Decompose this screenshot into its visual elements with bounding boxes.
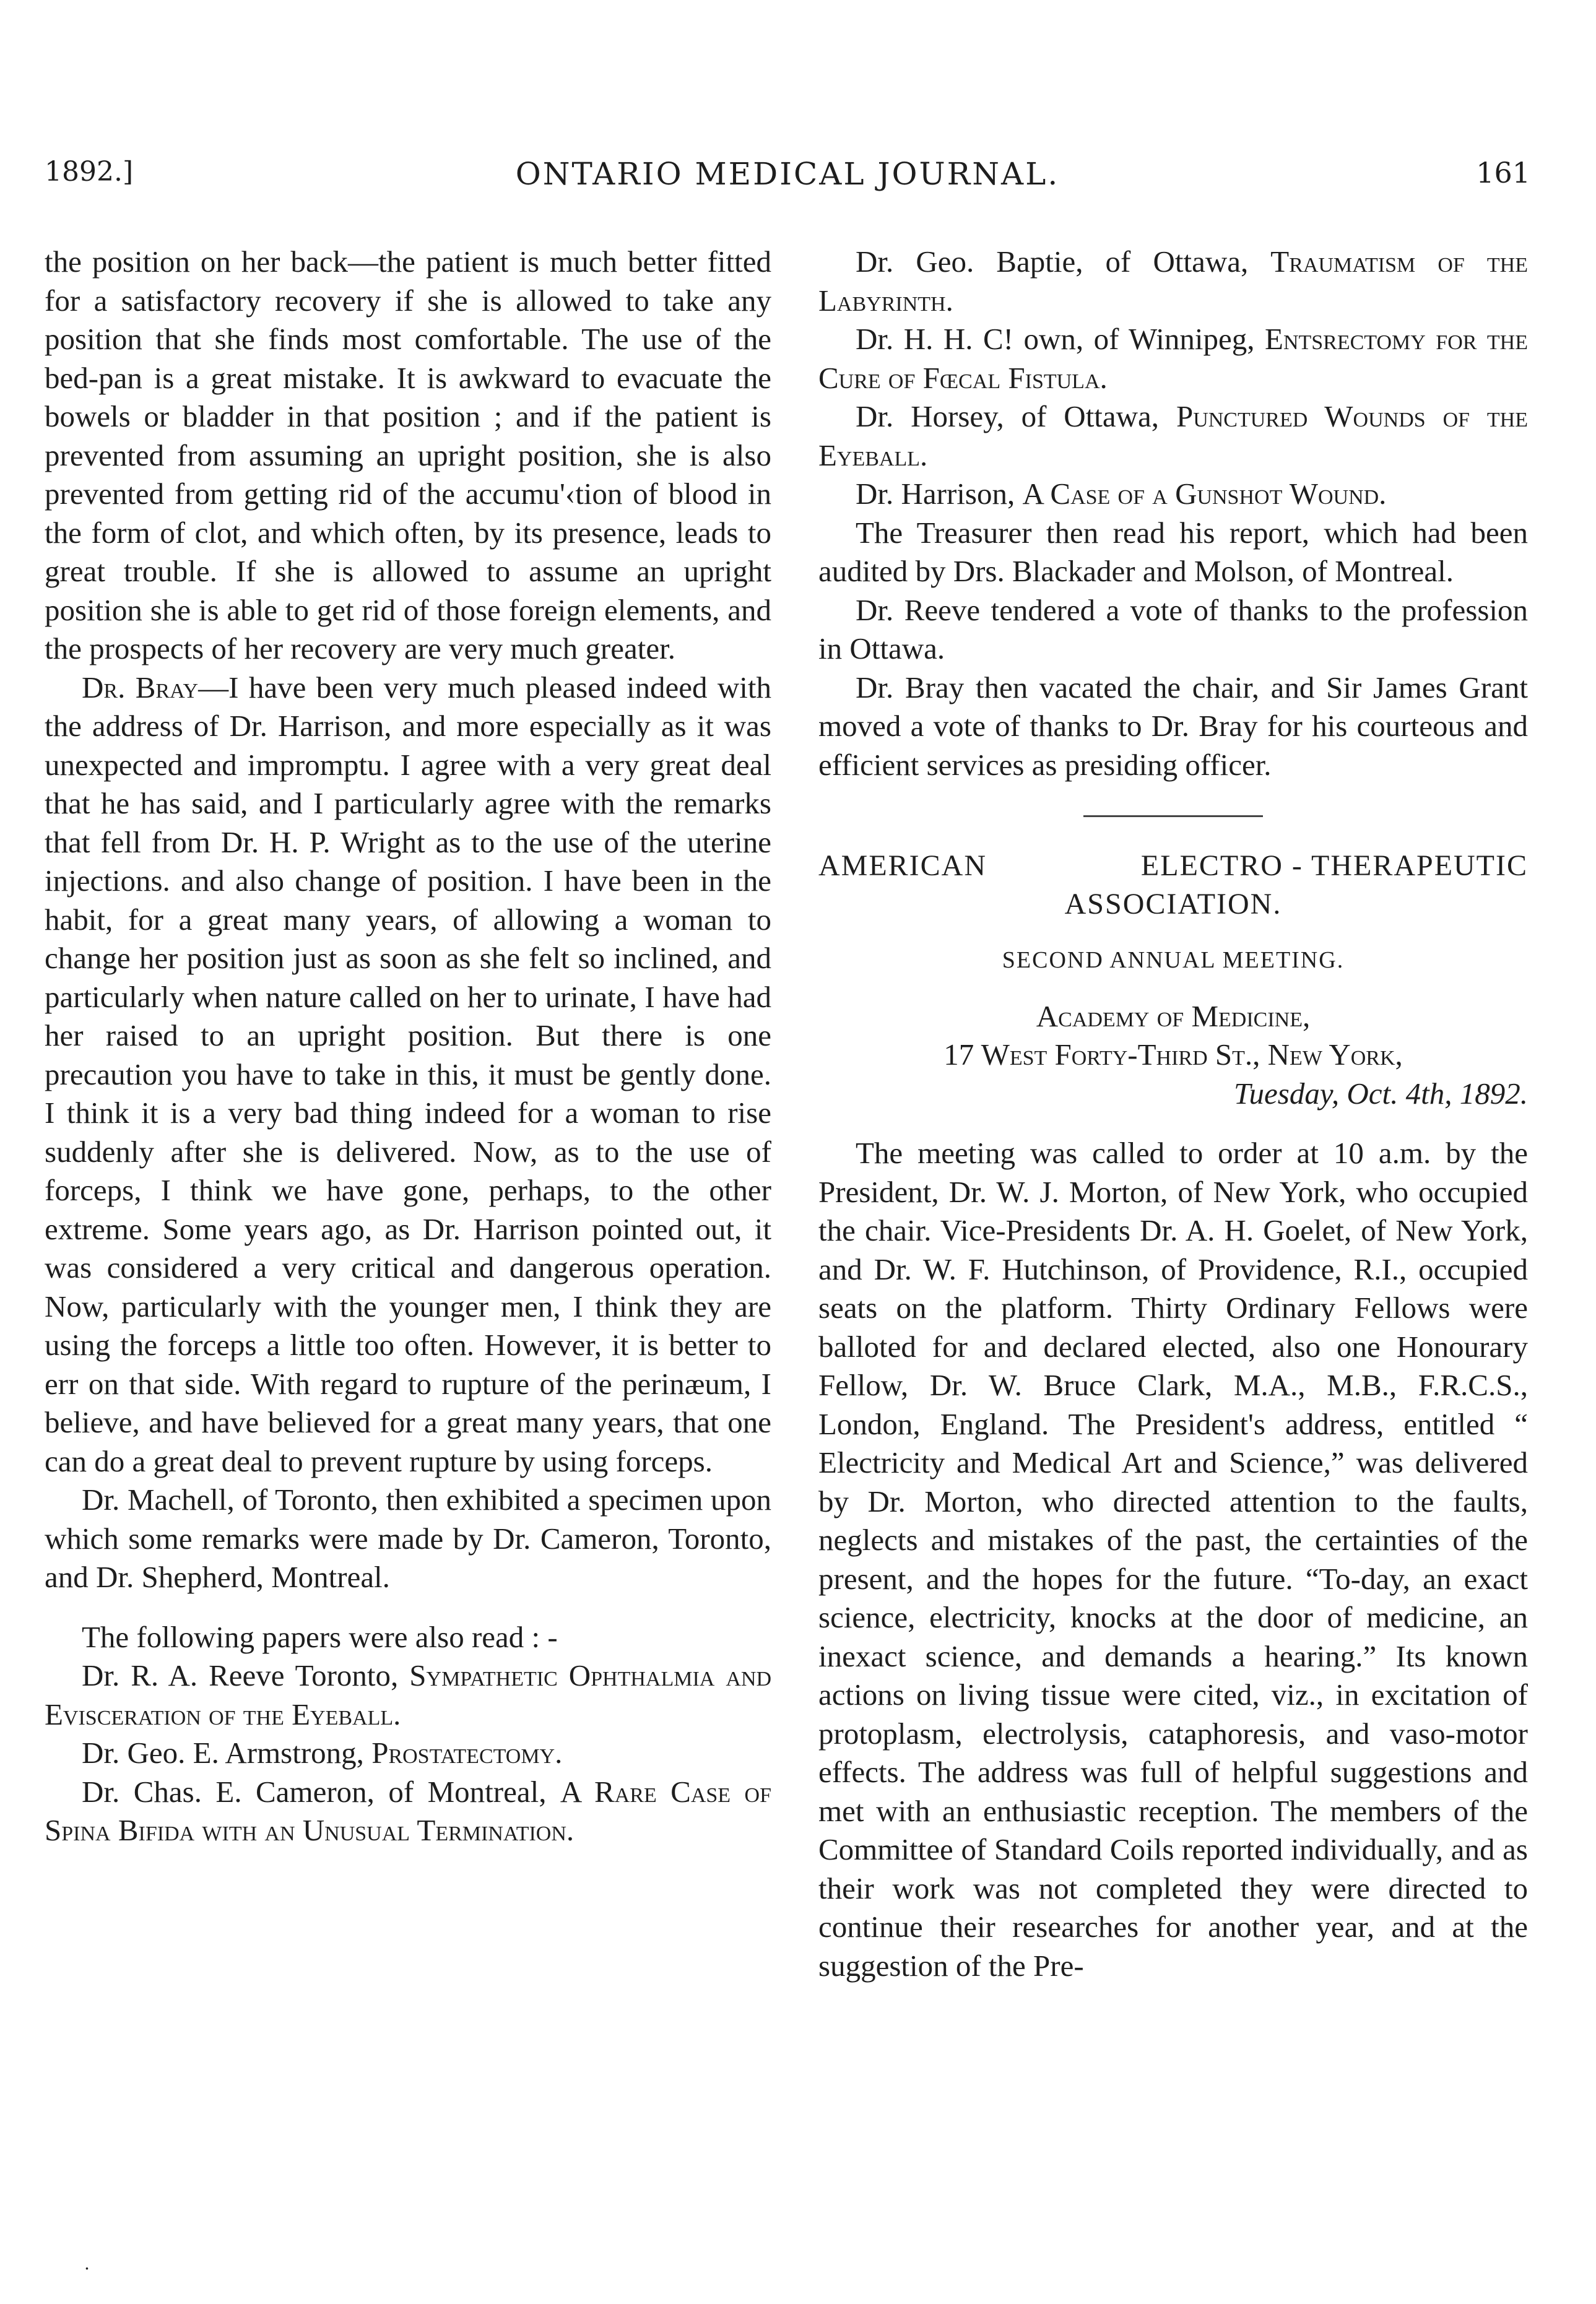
section-title-word: ELECTRO - THERAPEUTIC — [1140, 849, 1528, 882]
papers-intro: The following papers were also read : - — [82, 1619, 558, 1654]
section-subtitle: SECOND ANNUAL MEETING. — [1002, 947, 1345, 973]
section-title-word: ASSOCIATION. — [1064, 888, 1282, 920]
paragraph-bray-vacated: Dr. Bray then vacated the chair, and Sir James Grant moved a vote of thanks to Dr. Bray for his courteous and efficient services as presiding officer. — [818, 670, 1528, 782]
paper-entry — [45, 1734, 771, 1773]
paragraph-meeting-report: The meeting was called to order at 10 a.m. by the President, Dr. W. J. Morton, of New York, who occupied the chair. Vice-Presidents Dr. A. H. Goelet, of New York, and Dr. W. F. Hutchinson, of Providence, R.I., occupied seats on the platform. Thirty Ordinary Fellows were balloted for and declared elected, also one Honourary Fellow, Dr. W. Bruce Clark, M.A., M.B., F.R.C.S., London, England. The President's address, entitled “ Electricity and Medical Art and Science,” was delivered by Dr. Morton, who directed attention to the faults, neglects and mistakes of the past, the certainties of the present, and the hopes for the future. “To-day, an exact science, electricity, knocks at the door of medicine, an inexact science, and demands a hearing.” Its known actions on living tissue were cited, viz., in excitation of protoplasm, electrolysis, cataphoresis, and vaso-motor effects. The address was full of helpful suggestions and met with an enthusiastic reception. The members of the Committee of Standard Coils reported individually, and as their work was not completed they were directed to continue their researches for another year, and at the suggestion of the Pre- — [818, 1136, 1528, 1983]
paper-author: Dr. H. H. C! own, of Winnipeg, — [856, 322, 1265, 356]
paper-title: Entsrectomy for the Cure of Fœcal Fistula. — [818, 322, 1528, 395]
paper-entry — [818, 320, 1528, 397]
paper-author: Dr. R. A. Reeve Toronto, — [82, 1658, 410, 1692]
paper-title: A Case of a Gunshot Wound. — [1022, 477, 1387, 511]
paragraph-reeve: Dr. Reeve tendered a vote of thanks to the profession in Ottawa. — [818, 592, 1528, 665]
paper-author: Dr. Chas. E. Cameron, of Montreal, — [82, 1774, 560, 1809]
speaker-remarks: —I have been very much pleased indeed with the address of Dr. Harrison, and more especially as it was unexpected and impromptu. I agree with a very great deal that he has said, and I particularly agree with the remarks that fell from Dr. H. P. Wright as to the use of the uterine injections. and also change of position. I have been in the habit, for a great many years, of allowing a woman to change her position just as soon as she felt so inclined, and particularly when nature called on her to urinate, I have had her raised to an upright position. But there is one precaution you have to take in this, it must be gently done. I think it is a very bad thing indeed for a woman to rise suddenly after she is delivered. Now, as to the use of forceps, I think we have gone, perhaps, to the other extreme. Some years ago, as Dr. Harrison pointed out, it was considered a very critical and dangerous operation. Now, particularly with the younger men, I think they are using the forceps a little too often. However, it is better to err on that side. With regard to rupture of the perinæum, I believe, and have believed for a great many years, that one can do a great deal to prevent rupture by using forceps. — [45, 670, 771, 1478]
section-title-word: AMERICAN — [818, 849, 987, 882]
speaker-name: Dr. Bray — [82, 670, 199, 704]
paper-title: Traumatism of the Labyrinth. — [818, 245, 1528, 318]
paper-entry — [818, 475, 1528, 514]
running-header — [45, 156, 1530, 206]
paragraph-specimen: Dr. Machell, of Toronto, then exhibited a specimen upon which some remarks were made by Dr. Cameron, Toronto, and Dr. Shepherd, Montreal. — [45, 1483, 771, 1594]
paper-author: Dr. Geo. E. Armstrong, — [82, 1736, 372, 1770]
paper-author: Dr. Harrison, — [856, 477, 1023, 511]
paragraph-recovery-position: the position on her back—the patient is much better fitted for a satisfactory recovery if she is allowed to take any position that she finds most comfortable. The use of the bed-pan is a great mistake. It is awkward to evacuate the bowels or bladder in that position ; and if the patient is prevented from assuming an upright position, she is also prevented from getting rid of the accumu'‹tion of blood in the form of clot, and which often, by its presence, leads to great trouble. If she is allowed to assume an upright position she is able to get rid of those foreign elements, and the prospects of her recovery are very much greater. — [45, 245, 771, 665]
meeting-venue — [818, 997, 1528, 1114]
paragraph-treasurer: The Treasurer then read his report, which had been audited by Drs. Blackader and Molson, of Montreal. — [818, 515, 1528, 588]
paper-author: Dr. Horsey, of Ottawa, — [856, 399, 1176, 433]
page-number: 161 — [1476, 156, 1530, 189]
header-year: 1892.] — [45, 156, 134, 188]
paper-title: Prostatectomy. — [371, 1736, 563, 1770]
paper-entry — [45, 1773, 771, 1850]
paper-title: Sympathetic Ophthalmia and Evisceration of the Eyeball. — [45, 1658, 772, 1731]
right-column — [818, 243, 1528, 1985]
paper-author: Dr. Geo. Baptie, of Ottawa, — [856, 245, 1271, 279]
paragraph-dr-bray — [45, 669, 771, 1481]
venue-name: Academy of Medicine, — [1036, 998, 1311, 1033]
left-column — [45, 243, 771, 1850]
paper-entry — [818, 397, 1528, 475]
section-title — [818, 847, 1528, 924]
paper-title: Punctured Wounds of the Eyeball. — [818, 399, 1529, 472]
header-journal-title: ONTARIO MEDICAL JOURNAL. — [515, 156, 1060, 192]
venue-address: 17 West Forty-Third St., New York, — [943, 1037, 1403, 1072]
paper-title: A Rare Case of Spina Bifida with an Unusual Termination. — [45, 1774, 771, 1847]
paper-entry — [818, 243, 1528, 320]
meeting-date: Tuesday, Oct. 4th, 1892. — [1233, 1076, 1528, 1111]
paper-entry — [45, 1657, 771, 1734]
page-speck: . — [84, 2253, 90, 2274]
section-divider — [1083, 815, 1263, 817]
